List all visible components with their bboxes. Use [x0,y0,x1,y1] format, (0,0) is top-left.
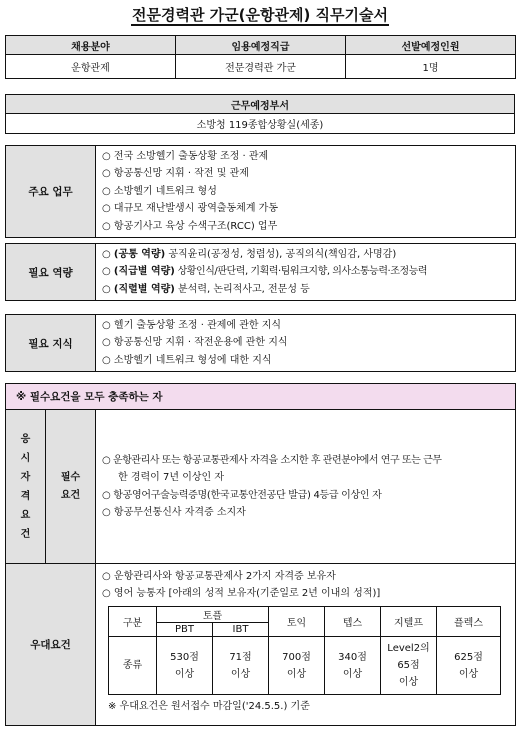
score-col-header: 구분 [109,607,157,637]
bullet: ○ [102,266,114,278]
value-line: 700점 [282,651,311,663]
mandatory-list [96,410,516,564]
knowledge-table [5,314,516,372]
competency-type: (직렬별 역량) [113,283,175,295]
knowledge-list [96,315,516,372]
value-line: 이상 [230,668,251,680]
pbt-value [157,637,213,695]
competency-list [96,244,516,301]
header-count: 선발예정인원 [346,36,516,55]
preference-label: 우대요건 [6,564,96,726]
competency-item [102,281,509,298]
pref-item: ○ 운항관리사와 항공교통관제사 2가지 자격증 보유자 [102,571,336,582]
recruit-table [5,35,516,79]
value-line: 이상 [286,668,307,680]
mandatory-label-line: 요건 [60,489,81,501]
value-line: 530점 [170,651,199,663]
value-line: 625점 [454,651,483,663]
score-ibt: IBT [213,623,269,637]
requirements-table [5,383,516,726]
score-flex: 플렉스 [437,607,501,637]
score-row-label: 종류 [109,637,157,695]
knowledge-item: ○ 항공통신망 지휘 · 작전운용에 관한 지식 [102,337,288,349]
ibt-value [213,637,269,695]
bullet: ○ [102,283,114,295]
duty-item: ○ 항공기사고 육상 수색구조(RCC) 업무 [102,220,278,232]
teps-value [325,637,381,695]
score-pbt: PBT [157,623,213,637]
competency-text: 상황인식/판단력, 기획력·팀워크지향, 의사소통능력·조정능력 [174,266,428,278]
header-rank: 임용예정직급 [176,36,346,55]
mandatory-label [46,410,96,564]
toeic-value [269,637,325,695]
mandatory-item-cont: 한 경력이 7년 이상인 자 [118,472,225,484]
document-title [0,4,520,25]
competency-type: (공통 역량) [113,249,166,260]
competency-type: (직급별 역량) [113,266,175,278]
value-line: 340점 [338,651,367,663]
duties-list [96,146,516,238]
mandatory-label-line: 필수 [60,471,81,483]
value-line: 이상 [174,668,195,680]
side-char: 요 [20,509,31,521]
competency-text: 분석력, 논리적사고, 전문성 등 [174,283,310,295]
score-teps: 텝스 [325,607,381,637]
value-line: 이상 [398,677,419,688]
mandatory-item: ○ 항공영어구술능력증명(한국교통안전공단 발급) 4등급 이상인 자 [102,489,382,501]
duty-item: ○ 전국 소방헬기 출동상황 조정 · 관제 [102,151,269,162]
value-line: Level2의 [387,643,430,654]
knowledge-label: 필요 지식 [6,315,96,372]
score-gtelp: 지텔프 [381,607,437,637]
side-char: 시 [20,452,31,464]
eligibility-side-label [6,410,46,564]
duty-item: ○ 대규모 재난발생시 광역출동체계 가동 [102,203,279,215]
dept-table [5,94,515,134]
value-line: 이상 [342,668,363,680]
value-count: 1명 [346,55,516,79]
gtelp-value [381,637,437,695]
header-field: 채용분야 [6,36,176,55]
preference-note: ※ 우대요건은 원서접수 마감일('24.5.5.) 기준 [108,701,310,712]
requirements-title: ※ 필수요건을 모두 충족하는 자 [6,384,516,410]
side-char: 응 [20,433,31,445]
dept-value: 소방청 119종합상황실(세종) [6,114,515,134]
duty-item: ○ 항공통신망 지휘 · 작전 및 관제 [102,168,249,180]
duties-label: 주요 업무 [6,146,96,238]
score-toeic: 토익 [269,607,325,637]
knowledge-item: ○ 소방헬기 네트워크 형성에 대한 지식 [102,354,272,366]
bullet: ○ [102,249,114,260]
mandatory-item: ○ 항공무선통신사 자격증 소지자 [102,506,246,518]
value-line: 71점 [229,651,252,663]
knowledge-item: ○ 헬기 출동상황 조정 · 관제에 관한 지식 [102,320,282,331]
value-rank: 전문경력관 가군 [176,55,346,79]
duty-item: ○ 소방헬기 네트워크 형성 [102,185,217,197]
side-char: 격 [20,490,31,502]
side-char: 건 [20,528,31,540]
score-table [108,606,501,695]
competency-label: 필요 역량 [6,244,96,301]
title-text: 전문경력관 가군(운항관제) 직무기술서 [132,6,388,24]
dept-header: 근무예정부서 [6,95,515,114]
side-char: 자 [20,471,31,483]
value-line: 65점 [397,660,420,671]
competency-item [102,246,509,263]
value-line: 이상 [458,668,479,680]
competency-text: 공직윤리(공정성, 청렴성), 공직의식(책임감, 사명감) [165,249,397,260]
duties-table [5,145,516,238]
score-toefl: 토플 [157,607,269,623]
value-field: 운항관제 [6,55,176,79]
preference-content [96,564,516,726]
competency-table [5,243,516,301]
mandatory-item: ○ 운항관리사 또는 항공교통관제사 자격을 소지한 후 관련분야에서 연구 또는 근무 [102,454,442,466]
pref-item: ○ 영어 능통자 [아래의 성적 보유자(기준일로 2년 이내의 성적)] [102,588,381,599]
competency-item [102,263,509,280]
flex-value [437,637,501,695]
